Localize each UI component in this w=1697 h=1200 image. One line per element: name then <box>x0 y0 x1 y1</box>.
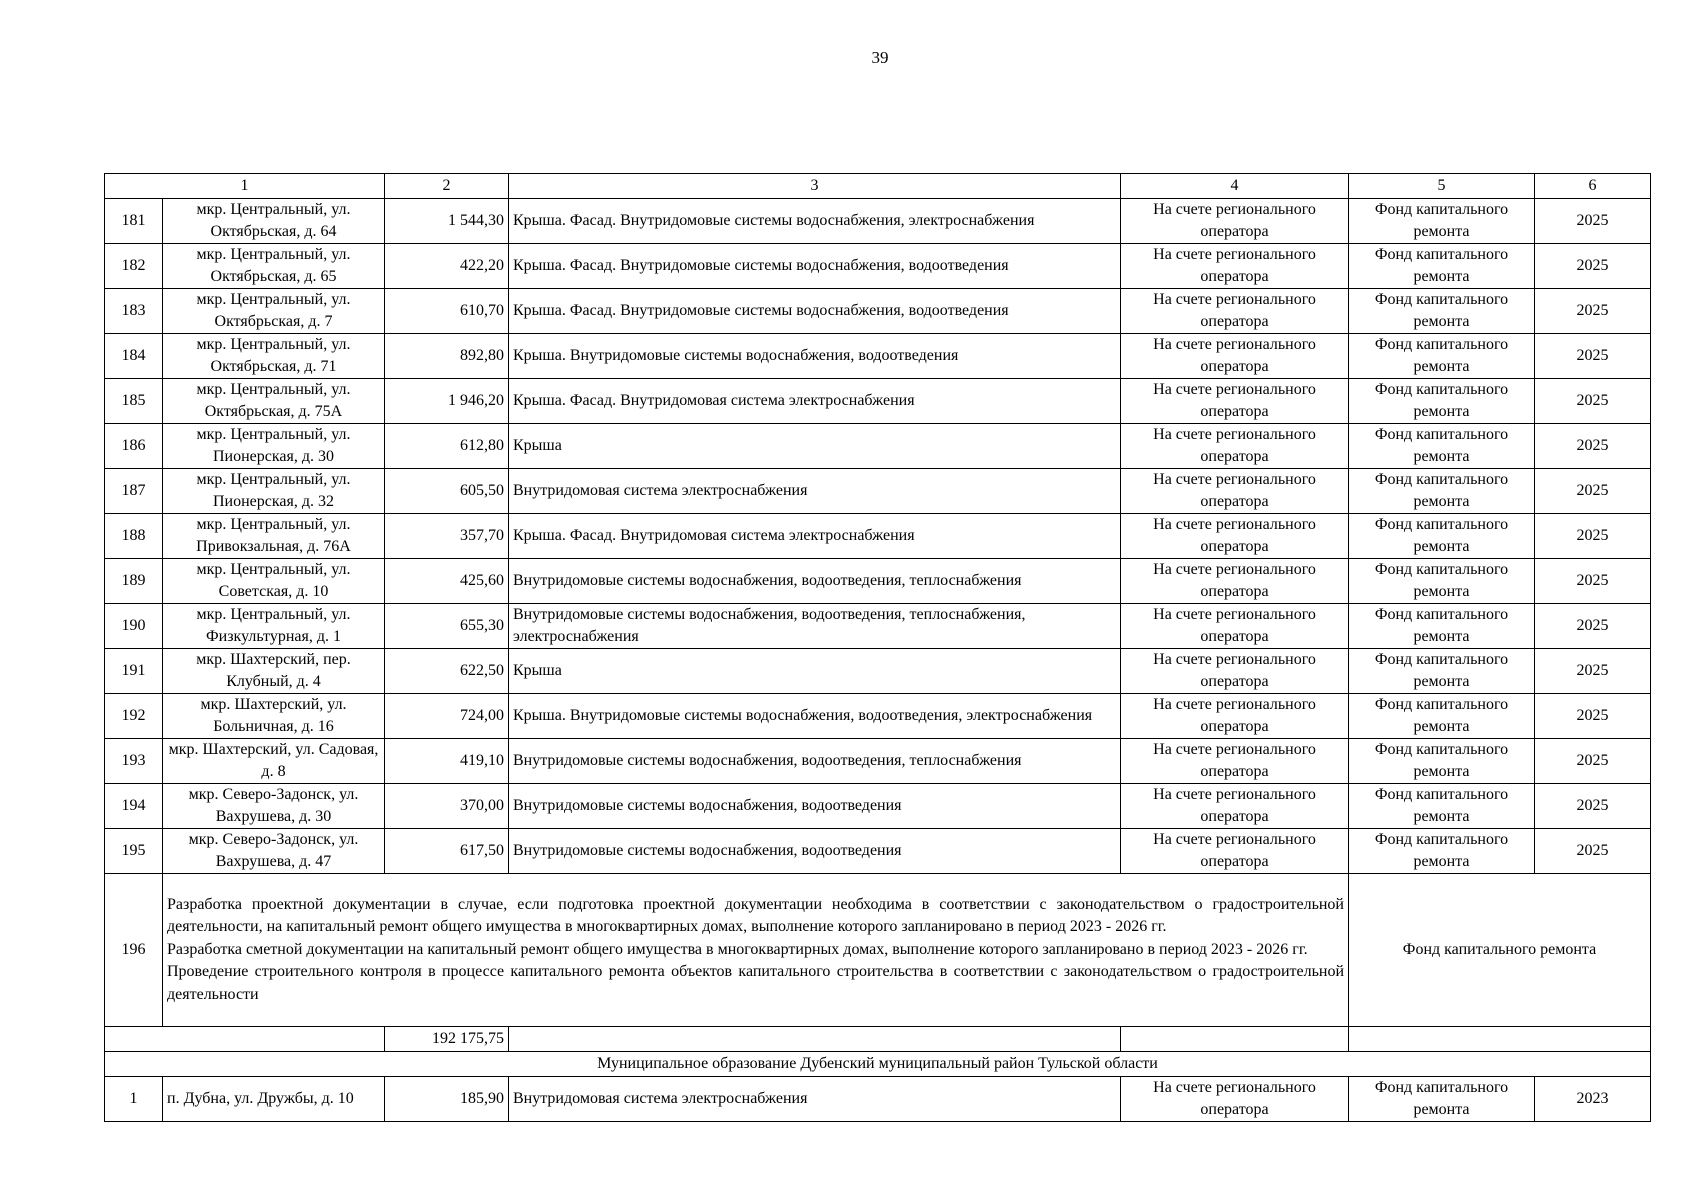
empty-cell <box>509 1027 1121 1052</box>
table-row <box>105 829 1651 874</box>
row-number: 192 <box>105 694 163 739</box>
header-cell: 2 <box>385 174 509 199</box>
row-fund: Фонд капитального ремонта <box>1349 649 1535 694</box>
header-cell: 1 <box>105 174 385 199</box>
row-year: 2025 <box>1535 244 1651 289</box>
row-year: 2025 <box>1535 739 1651 784</box>
row-address: мкр. Шахтерский, ул. Садовая, д. 8 <box>163 739 385 784</box>
row-year: 2025 <box>1535 514 1651 559</box>
row-funding-source: На счете регионального оператора <box>1121 334 1349 379</box>
row-number: 185 <box>105 379 163 424</box>
row-year: 2025 <box>1535 649 1651 694</box>
row-area: 1 946,20 <box>385 379 509 424</box>
row-funding-source: На счете регионального оператора <box>1121 739 1349 784</box>
row-works: Внутридомовые системы водоснабжения, водоотведения, теплоснабжения <box>509 559 1121 604</box>
row-year: 2025 <box>1535 604 1651 649</box>
row-fund: Фонд капитального ремонта <box>1349 334 1535 379</box>
row-address: мкр. Центральный, ул. Физкультурная, д. 1 <box>163 604 385 649</box>
header-cell: 5 <box>1349 174 1535 199</box>
row-address: мкр. Центральный, ул. Октябрьская, д. 75А <box>163 379 385 424</box>
header-cell: 4 <box>1121 174 1349 199</box>
row-fund: Фонд капитального ремонта <box>1349 244 1535 289</box>
row-number: 1 <box>105 1077 163 1122</box>
section-title: Муниципальное образование Дубенский муниципальный район Тульской области <box>105 1052 1651 1077</box>
row-fund: Фонд капитального ремонта <box>1349 604 1535 649</box>
row-area: 724,00 <box>385 694 509 739</box>
row-number: 189 <box>105 559 163 604</box>
row-area: 1 544,30 <box>385 199 509 244</box>
table-row <box>105 514 1651 559</box>
row-works: Крыша. Фасад. Внутридомовая система электроснабжения <box>509 514 1121 559</box>
table-row <box>105 739 1651 784</box>
table-row <box>105 649 1651 694</box>
row-works: Крыша. Внутридомовые системы водоснабжения, водоотведения <box>509 334 1121 379</box>
repair-plan-table <box>104 173 1651 1122</box>
description-paragraph: Проведение строительного контроля в процессе капитального ремонта объектов капитального строительства в соответствии с законодательством о градостроительной деятельности <box>167 963 1344 1003</box>
row-fund: Фонд капитального ремонта <box>1349 784 1535 829</box>
table-row <box>105 694 1651 739</box>
row-area: 357,70 <box>385 514 509 559</box>
row-number: 181 <box>105 199 163 244</box>
row-works: Крыша. Внутридомовые системы водоснабжения, водоотведения, электроснабжения <box>509 694 1121 739</box>
row-year: 2025 <box>1535 694 1651 739</box>
row-year: 2025 <box>1535 334 1651 379</box>
row-number: 187 <box>105 469 163 514</box>
row-number: 188 <box>105 514 163 559</box>
row-fund: Фонд капитального ремонта <box>1349 469 1535 514</box>
row-address: мкр. Центральный, ул. Привокзальная, д. 76А <box>163 514 385 559</box>
row-funding-source: На счете регионального оператора <box>1121 424 1349 469</box>
row-fund: Фонд капитального ремонта <box>1349 424 1535 469</box>
row-works: Крыша. Фасад. Внутридомовые системы водоснабжения, водоотведения <box>509 244 1121 289</box>
row-works: Внутридомовая система электроснабжения <box>509 1077 1121 1122</box>
row-works: Крыша <box>509 424 1121 469</box>
row-fund: Фонд капитального ремонта <box>1349 1077 1535 1122</box>
row-works: Внутридомовые системы водоснабжения, водоотведения <box>509 829 1121 874</box>
row-number: 194 <box>105 784 163 829</box>
page-number: 39 <box>871 48 889 67</box>
row-fund: Фонд капитального ремонта <box>1349 514 1535 559</box>
row-area: 617,50 <box>385 829 509 874</box>
section-row <box>105 1052 1651 1077</box>
row-fund: Фонд капитального ремонта <box>1349 379 1535 424</box>
row-number: 196 <box>105 874 163 1027</box>
row-funding-source: На счете регионального оператора <box>1121 469 1349 514</box>
row-fund: Фонд капитального ремонта <box>1349 289 1535 334</box>
row-number: 191 <box>105 649 163 694</box>
row-area: 610,70 <box>385 289 509 334</box>
description-paragraph: Разработка проектной документации в случае, если подготовка проектной документации необходима в соответствии с законодательством о градостроительной деятельности, на капитальный ремонт общего имущества в многоквартирных домах, выполнение которого запланировано в период 2023 - 2026 гг. <box>167 895 1344 936</box>
row-address: мкр. Шахтерский, ул. Больничная, д. 16 <box>163 694 385 739</box>
row-area: 185,90 <box>385 1077 509 1122</box>
row-year: 2023 <box>1535 1077 1651 1122</box>
row-works: Крыша. Фасад. Внутридомовые системы водоснабжения, электроснабжения <box>509 199 1121 244</box>
row-address: мкр. Северо-Задонск, ул. Вахрушева, д. 47 <box>163 829 385 874</box>
row-number: 195 <box>105 829 163 874</box>
row-fund: Фонд капитального ремонта <box>1349 559 1535 604</box>
row-address: мкр. Центральный, ул. Октябрьская, д. 65 <box>163 244 385 289</box>
row-address: мкр. Центральный, ул. Советская, д. 10 <box>163 559 385 604</box>
row-funding-source: На счете регионального оператора <box>1121 199 1349 244</box>
total-area: 192 175,75 <box>385 1027 509 1052</box>
total-row <box>105 1027 1651 1052</box>
row-area: 425,60 <box>385 559 509 604</box>
row-year: 2025 <box>1535 379 1651 424</box>
header-cell: 6 <box>1535 174 1651 199</box>
row-address: мкр. Центральный, ул. Пионерская, д. 32 <box>163 469 385 514</box>
empty-cell <box>1349 1027 1651 1052</box>
row-works: Крыша. Фасад. Внутридомовая система электроснабжения <box>509 379 1121 424</box>
row-works: Крыша. Фасад. Внутридомовые системы водоснабжения, водоотведения <box>509 289 1121 334</box>
row-works: Крыша <box>509 649 1121 694</box>
total-label-cell <box>105 1027 385 1052</box>
table-row <box>105 604 1651 649</box>
empty-cell <box>1121 1027 1349 1052</box>
row-funding-source: На счете регионального оператора <box>1121 694 1349 739</box>
row-year: 2025 <box>1535 289 1651 334</box>
row-number: 193 <box>105 739 163 784</box>
row-address: мкр. Центральный, ул. Октябрьская, д. 7 <box>163 289 385 334</box>
table-row <box>105 289 1651 334</box>
row-funding-source: На счете регионального оператора <box>1121 604 1349 649</box>
row-funding-source: На счете регионального оператора <box>1121 784 1349 829</box>
row-year: 2025 <box>1535 424 1651 469</box>
row-area: 892,80 <box>385 334 509 379</box>
row-works: Внутридомовая система электроснабжения <box>509 469 1121 514</box>
table-row <box>105 334 1651 379</box>
row-funding-source: На счете регионального оператора <box>1121 649 1349 694</box>
row-address: мкр. Северо-Задонск, ул. Вахрушева, д. 30 <box>163 784 385 829</box>
table-row <box>105 379 1651 424</box>
table-row <box>105 1077 1651 1122</box>
table-row <box>105 559 1651 604</box>
row-area: 605,50 <box>385 469 509 514</box>
row-funding-source: На счете регионального оператора <box>1121 379 1349 424</box>
table-row <box>105 424 1651 469</box>
row-year: 2025 <box>1535 559 1651 604</box>
row-number: 184 <box>105 334 163 379</box>
row-fund: Фонд капитального ремонта <box>1349 694 1535 739</box>
row-funding-source: На счете регионального оператора <box>1121 829 1349 874</box>
table-row-196 <box>105 874 1651 1027</box>
row-works: Внутридомовые системы водоснабжения, водоотведения <box>509 784 1121 829</box>
row-address: мкр. Центральный, ул. Пионерская, д. 30 <box>163 424 385 469</box>
row-works: Внутридомовые системы водоснабжения, водоотведения, теплоснабжения, электроснабжения <box>509 604 1121 649</box>
row-area: 622,50 <box>385 649 509 694</box>
row-address: мкр. Центральный, ул. Октябрьская, д. 64 <box>163 199 385 244</box>
row-funding-source: На счете регионального оператора <box>1121 559 1349 604</box>
row-year: 2025 <box>1535 199 1651 244</box>
row-number: 182 <box>105 244 163 289</box>
row-area: 370,00 <box>385 784 509 829</box>
row-area: 612,80 <box>385 424 509 469</box>
table-row <box>105 199 1651 244</box>
row-number: 183 <box>105 289 163 334</box>
row-number: 186 <box>105 424 163 469</box>
row-year: 2025 <box>1535 829 1651 874</box>
row-funding-source: На счете регионального оператора <box>1121 514 1349 559</box>
header-row <box>105 174 1651 199</box>
row-works: Внутридомовые системы водоснабжения, водоотведения, теплоснабжения <box>509 739 1121 784</box>
row-funding-source: На счете регионального оператора <box>1121 244 1349 289</box>
row-fund: Фонд капитального ремонта <box>1349 829 1535 874</box>
table-row <box>105 784 1651 829</box>
row-description <box>163 874 1349 1027</box>
row-area: 419,10 <box>385 739 509 784</box>
row-fund: Фонд капитального ремонта <box>1349 199 1535 244</box>
row-address: п. Дубна, ул. Дружбы, д. 10 <box>163 1077 385 1122</box>
row-area: 655,30 <box>385 604 509 649</box>
row-year: 2025 <box>1535 784 1651 829</box>
row-address: мкр. Центральный, ул. Октябрьская, д. 71 <box>163 334 385 379</box>
row-address: мкр. Шахтерский, пер. Клубный, д. 4 <box>163 649 385 694</box>
row-area: 422,20 <box>385 244 509 289</box>
table-row <box>105 469 1651 514</box>
table-row <box>105 244 1651 289</box>
row-fund: Фонд капитального ремонта <box>1349 874 1651 1027</box>
row-funding-source: На счете регионального оператора <box>1121 289 1349 334</box>
header-cell: 3 <box>509 174 1121 199</box>
row-fund: Фонд капитального ремонта <box>1349 739 1535 784</box>
description-paragraph: Разработка сметной документации на капитальный ремонт общего имущества в многоквартирных домах, выполнение которого запланировано в период 2023 - 2026 гг. <box>167 940 1308 958</box>
row-funding-source: На счете регионального оператора <box>1121 1077 1349 1122</box>
row-number: 190 <box>105 604 163 649</box>
row-year: 2025 <box>1535 469 1651 514</box>
